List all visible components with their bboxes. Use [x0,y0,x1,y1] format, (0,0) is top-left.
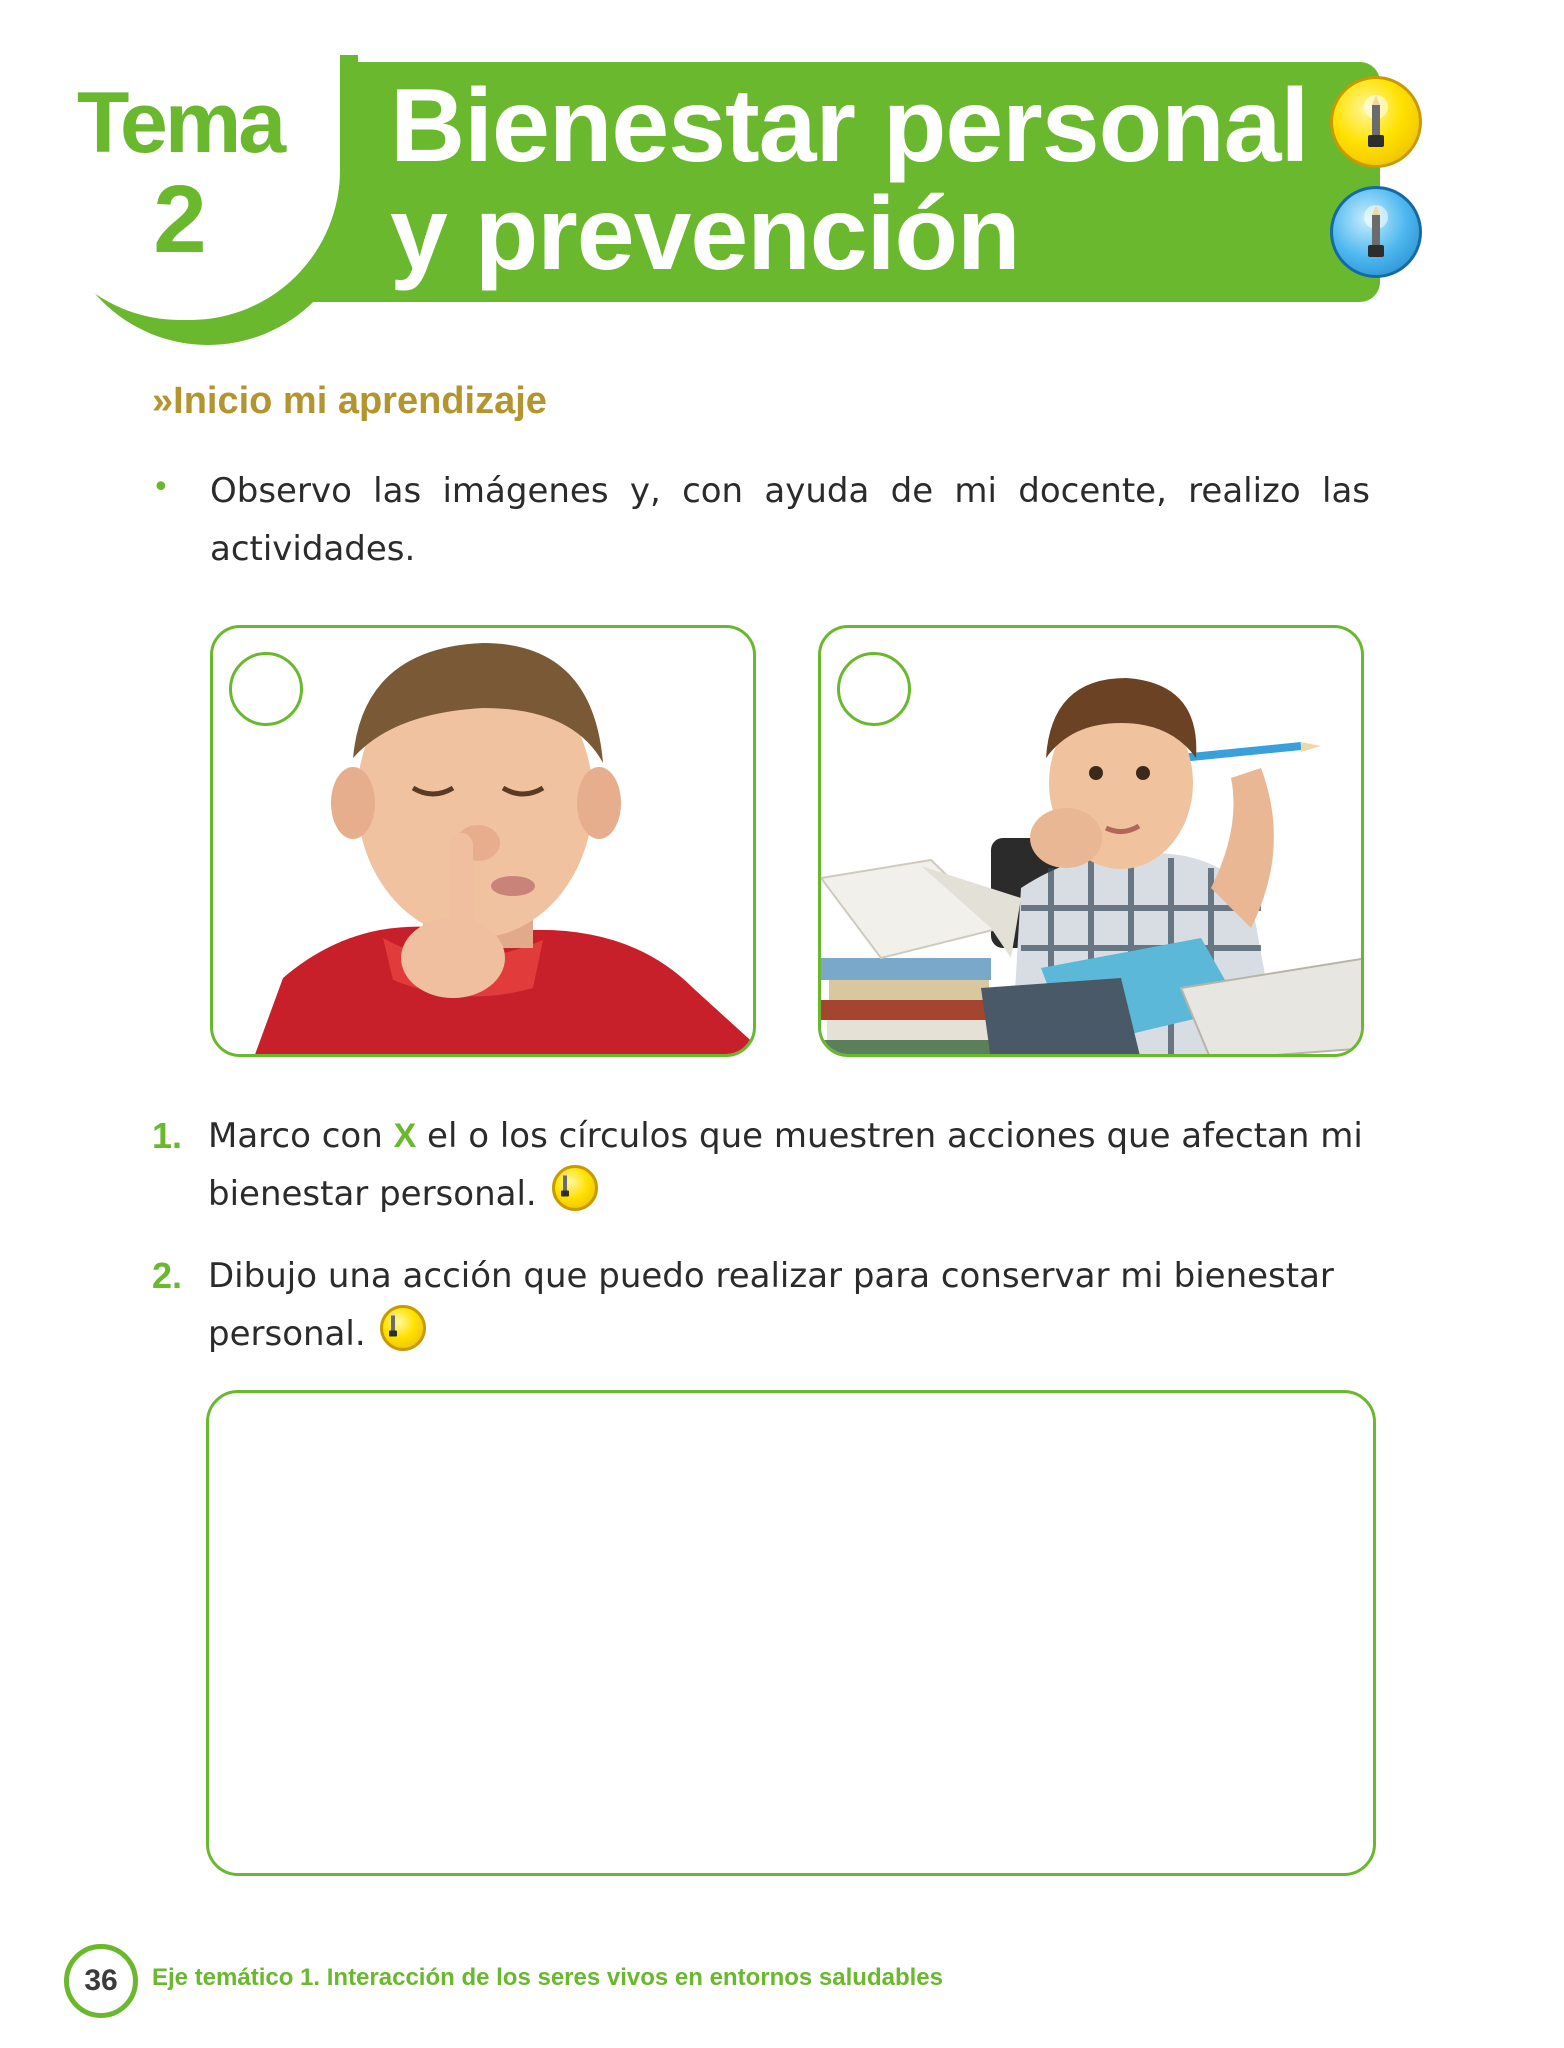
instruction-text: Observo las imágenes y, con ayuda de mi docente, realizo las actividades. [210,471,1370,569]
image-card-left [210,625,756,1057]
activity-2-text-body: Dibujo una acción que puedo realizar para conservar mi bienestar personal. [208,1256,1334,1354]
mark-circle-left[interactable] [229,652,303,726]
page-title-line1: Bienestar personal [390,68,1309,184]
tema-number: 2 [153,166,207,273]
lightbulb-pencil-yellow-icon [552,1165,598,1211]
lightbulb-pencil-yellow-icon [380,1305,426,1351]
section-title: »Inicio mi aprendizaje [152,380,547,422]
page-title [390,68,1330,292]
activity-1-text-before: Marco con [208,1116,394,1156]
page-number: 36 [64,1944,138,2018]
image-card-right [818,625,1364,1057]
activity-1-text [208,1107,1372,1223]
page-title-line2: y prevención [390,176,1020,292]
lightbulb-pencil-blue-icon [1330,186,1422,278]
lightbulb-pencil-yellow-icon [1330,76,1422,168]
activity-1-x-mark: X [393,1117,417,1155]
activity-1-text-after: el o los círculos que muestren acciones que afectan mi bienestar personal. [208,1116,1363,1214]
activity-2-number: 2. [152,1255,183,1296]
drawing-area[interactable] [206,1390,1376,1876]
tema-label: Tema [76,75,284,171]
mark-circle-right[interactable] [837,652,911,726]
bullet-dot-icon: • [152,470,170,505]
footer-text: Eje temático 1. Interacción de los seres vivos en entornos saludables [152,1964,943,1991]
activity-1-number: 1. [152,1115,183,1156]
activity-2-text [208,1247,1372,1363]
